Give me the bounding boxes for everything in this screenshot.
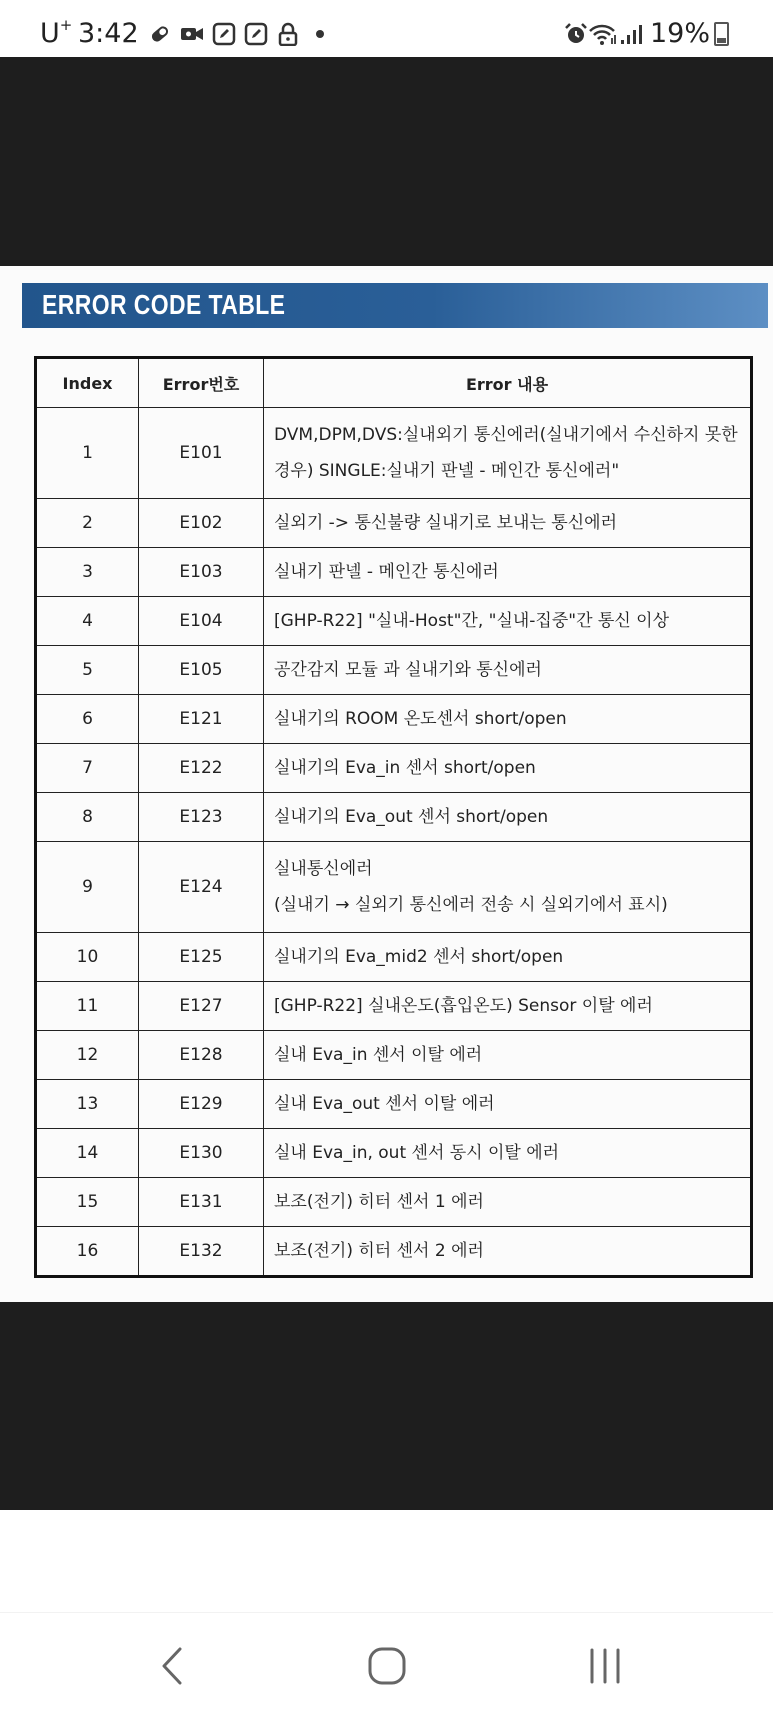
table-row — [36, 744, 752, 793]
document-image[interactable] — [0, 266, 773, 1302]
table-row — [36, 646, 752, 695]
banner — [22, 283, 768, 328]
home-icon[interactable] — [362, 1641, 412, 1691]
cell-code: E102 — [139, 499, 264, 548]
cell-code: E103 — [139, 548, 264, 597]
cell-index: 14 — [36, 1129, 139, 1178]
table-row — [36, 1129, 752, 1178]
system-icons — [564, 18, 773, 49]
table-row — [36, 1227, 752, 1277]
cell-desc: 실내 Eva_in, out 센서 동시 이탈 에러 — [264, 1129, 752, 1178]
cell-code: E123 — [139, 793, 264, 842]
cell-desc: [GHP-R22] 실내온도(흡입온도) Sensor 이탈 에러 — [264, 982, 752, 1031]
header-error-content: Error 내용 — [264, 358, 752, 408]
table-row — [36, 1031, 752, 1080]
clock: 3:42 — [78, 18, 139, 49]
battery-icon — [714, 22, 729, 46]
table-header-row — [36, 358, 752, 408]
carrier-label: U+ — [40, 16, 73, 49]
table-row — [36, 1178, 752, 1227]
cell-index: 10 — [36, 933, 139, 982]
alarm-icon — [564, 22, 588, 46]
cell-code: E122 — [139, 744, 264, 793]
cell-desc: 보조(전기) 히터 센서 1 에러 — [264, 1178, 752, 1227]
dot-icon — [308, 22, 332, 46]
cell-code: E104 — [139, 597, 264, 646]
table-row — [36, 408, 752, 499]
cell-index: 12 — [36, 1031, 139, 1080]
video-record-icon — [180, 22, 204, 46]
table-row — [36, 982, 752, 1031]
cell-desc: 실내기의 Eva_out 센서 short/open — [264, 793, 752, 842]
cell-code: E132 — [139, 1227, 264, 1277]
cell-index: 13 — [36, 1080, 139, 1129]
header-error-code: Error번호 — [139, 358, 264, 408]
table-row — [36, 695, 752, 744]
pill-icon — [148, 22, 172, 46]
viewer-background-top — [0, 57, 773, 266]
cell-desc-line2: (실내기 → 실외기 통신에러 전송 시 실외기에서 표시) — [274, 895, 668, 915]
signal-icon — [618, 22, 642, 46]
edit-square-icon — [212, 22, 236, 46]
cell-index: 8 — [36, 793, 139, 842]
header-index: Index — [36, 358, 139, 408]
cell-index: 5 — [36, 646, 139, 695]
cell-desc: 실내기 판넬 - 메인간 통신에러 — [264, 548, 752, 597]
cell-index: 9 — [36, 842, 139, 933]
cell-desc: 실내기의 ROOM 온도센서 short/open — [264, 695, 752, 744]
battery-percent: 19% — [649, 18, 710, 49]
table-row — [36, 793, 752, 842]
table-row — [36, 933, 752, 982]
cell-code: E124 — [139, 842, 264, 933]
cell-desc: 실내 Eva_in 센서 이탈 에러 — [264, 1031, 752, 1080]
cell-code: E131 — [139, 1178, 264, 1227]
cell-desc — [264, 842, 752, 933]
cell-index: 1 — [36, 408, 139, 499]
banner-title: ERROR CODE TABLE — [42, 289, 286, 320]
table-row — [36, 499, 752, 548]
cell-index: 6 — [36, 695, 139, 744]
table-row — [36, 597, 752, 646]
status-bar — [0, 0, 773, 57]
table-row — [36, 842, 752, 933]
cell-index: 2 — [36, 499, 139, 548]
cell-desc: 실내기의 Eva_in 센서 short/open — [264, 744, 752, 793]
cell-desc: 실외기 -> 통신불량 실내기로 보내는 통신에러 — [264, 499, 752, 548]
table-row — [36, 548, 752, 597]
cell-code: E128 — [139, 1031, 264, 1080]
error-code-table — [34, 356, 753, 1278]
cell-code: E105 — [139, 646, 264, 695]
edit-square-icon — [244, 22, 268, 46]
cell-code: E127 — [139, 982, 264, 1031]
navigation-bar — [0, 1612, 773, 1719]
viewer-background-bottom — [0, 1302, 773, 1510]
cell-code: E101 — [139, 408, 264, 499]
cell-desc-line1: 실내통신에러 — [274, 859, 373, 879]
cell-index: 3 — [36, 548, 139, 597]
cell-index: 4 — [36, 597, 139, 646]
cell-desc: 실내기의 Eva_mid2 센서 short/open — [264, 933, 752, 982]
cell-index: 15 — [36, 1178, 139, 1227]
cell-desc: 공간감지 모듈 과 실내기와 통신에러 — [264, 646, 752, 695]
back-icon[interactable] — [148, 1641, 198, 1691]
recents-icon[interactable] — [580, 1641, 630, 1691]
cell-code: E129 — [139, 1080, 264, 1129]
table-row — [36, 1080, 752, 1129]
cell-desc: 보조(전기) 히터 센서 2 에러 — [264, 1227, 752, 1277]
cell-desc: [GHP-R22] "실내-Host"간, "실내-집중"간 통신 이상 — [264, 597, 752, 646]
wifi-icon — [588, 22, 618, 46]
cell-index: 11 — [36, 982, 139, 1031]
cell-code: E130 — [139, 1129, 264, 1178]
cell-index: 16 — [36, 1227, 139, 1277]
lock-icon — [276, 22, 300, 46]
cell-desc: DVM,DPM,DVS:실내외기 통신에러(실내기에서 수신하지 못한 경우) SINGLE:실내기 판넬 - 메인간 통신에러" — [264, 408, 752, 499]
cell-code: E121 — [139, 695, 264, 744]
cell-code: E125 — [139, 933, 264, 982]
cell-index: 7 — [36, 744, 139, 793]
notification-icons — [148, 22, 332, 46]
cell-desc: 실내 Eva_out 센서 이탈 에러 — [264, 1080, 752, 1129]
